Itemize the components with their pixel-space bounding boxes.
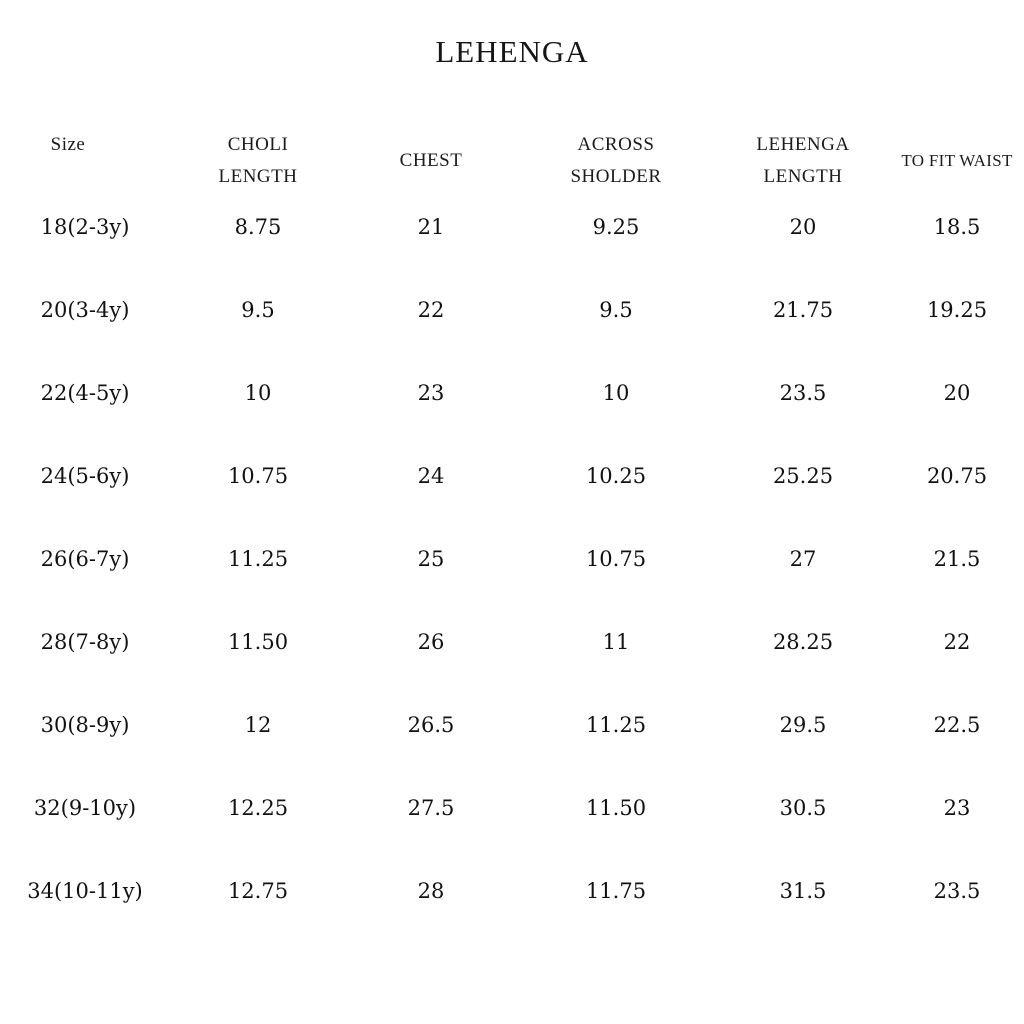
chest-cell: 26.5 xyxy=(407,712,455,737)
lehenga-length-cell: 30.5 xyxy=(779,795,827,820)
lehenga-length-cell: 29.5 xyxy=(779,712,827,737)
across-sholder-cell: 10.75 xyxy=(585,546,647,571)
chest-cell: 24 xyxy=(417,463,445,488)
choli-length-cell: 8.75 xyxy=(234,214,282,239)
size-cell: 30(8-9y) xyxy=(40,712,130,737)
table-row xyxy=(0,434,1024,517)
chest-cell: 23 xyxy=(417,380,445,405)
size-cell: 24(5-6y) xyxy=(40,463,130,488)
choli-length-cell: 9.5 xyxy=(241,297,275,322)
chest-cell: 26 xyxy=(417,629,445,654)
chest-cell: 28 xyxy=(417,878,445,903)
column-header-chest xyxy=(346,129,516,193)
table-row xyxy=(0,185,1024,268)
choli-length-cell: 10.75 xyxy=(227,463,289,488)
chest-cell: 25 xyxy=(417,546,445,571)
size-cell: 22(4-5y) xyxy=(40,380,130,405)
size-cell: 32(9-10y) xyxy=(33,795,137,820)
column-header-label: SHOLDER xyxy=(570,166,662,187)
to-fit-waist-cell: 19.25 xyxy=(926,297,988,322)
choli-length-cell: 11.25 xyxy=(227,546,289,571)
table-row xyxy=(0,766,1024,849)
chest-cell: 21 xyxy=(417,214,445,239)
size-cell: 18(2-3y) xyxy=(40,214,130,239)
table-row xyxy=(0,683,1024,766)
choli-length-cell: 12.75 xyxy=(227,878,289,903)
column-header-label: CHOLI xyxy=(227,134,289,155)
table-row xyxy=(0,517,1024,600)
across-sholder-cell: 9.25 xyxy=(592,214,640,239)
table-row xyxy=(0,351,1024,434)
table-row xyxy=(0,268,1024,351)
column-header-across-sholder xyxy=(516,129,716,193)
table-body xyxy=(0,185,1024,932)
lehenga-length-cell: 21.75 xyxy=(772,297,834,322)
table-header-row xyxy=(0,129,1024,193)
lehenga-length-cell: 20 xyxy=(789,214,817,239)
column-header-label: CHEST xyxy=(399,150,463,171)
across-sholder-cell: 10 xyxy=(602,380,630,405)
to-fit-waist-cell: 23 xyxy=(943,795,971,820)
across-sholder-cell: 11.50 xyxy=(585,795,647,820)
across-sholder-cell: 11.25 xyxy=(585,712,647,737)
table-row xyxy=(0,600,1024,683)
chest-cell: 27.5 xyxy=(407,795,455,820)
to-fit-waist-cell: 18.5 xyxy=(933,214,981,239)
across-sholder-cell: 9.5 xyxy=(599,297,633,322)
lehenga-length-cell: 23.5 xyxy=(779,380,827,405)
size-table xyxy=(0,129,1024,932)
choli-length-cell: 12 xyxy=(244,712,272,737)
column-header-to-fit-waist xyxy=(890,129,1024,193)
across-sholder-cell: 10.25 xyxy=(585,463,647,488)
column-header-label: ACROSS xyxy=(577,134,655,155)
to-fit-waist-cell: 22 xyxy=(943,629,971,654)
size-cell: 28(7-8y) xyxy=(40,629,130,654)
across-sholder-cell: 11 xyxy=(602,629,630,654)
to-fit-waist-cell: 21.5 xyxy=(933,546,981,571)
chest-cell: 22 xyxy=(417,297,445,322)
size-cell: 34(10-11y) xyxy=(27,878,143,903)
size-cell: 20(3-4y) xyxy=(40,297,130,322)
to-fit-waist-cell: 20 xyxy=(943,380,971,405)
column-header-size xyxy=(0,129,170,193)
column-header-lehenga-length xyxy=(716,129,890,193)
lehenga-length-cell: 27 xyxy=(789,546,817,571)
choli-length-cell: 10 xyxy=(244,380,272,405)
column-header-label: LENGTH xyxy=(218,166,298,187)
column-header-label: LEHENGA xyxy=(756,134,850,155)
lehenga-length-cell: 31.5 xyxy=(779,878,827,903)
lehenga-length-cell: 28.25 xyxy=(772,629,834,654)
size-cell: 26(6-7y) xyxy=(40,546,130,571)
to-fit-waist-cell: 22.5 xyxy=(933,712,981,737)
across-sholder-cell: 11.75 xyxy=(585,878,647,903)
column-header-label: TO FIT WAIST xyxy=(901,151,1013,170)
column-header-label: LENGTH xyxy=(763,166,843,187)
table-row xyxy=(0,849,1024,932)
choli-length-cell: 11.50 xyxy=(227,629,289,654)
column-header-choli-length xyxy=(170,129,346,193)
choli-length-cell: 12.25 xyxy=(227,795,289,820)
lehenga-length-cell: 25.25 xyxy=(772,463,834,488)
to-fit-waist-cell: 23.5 xyxy=(933,878,981,903)
page-title: LEHENGA xyxy=(435,34,589,69)
to-fit-waist-cell: 20.75 xyxy=(926,463,988,488)
column-header-label: Size xyxy=(50,134,86,155)
